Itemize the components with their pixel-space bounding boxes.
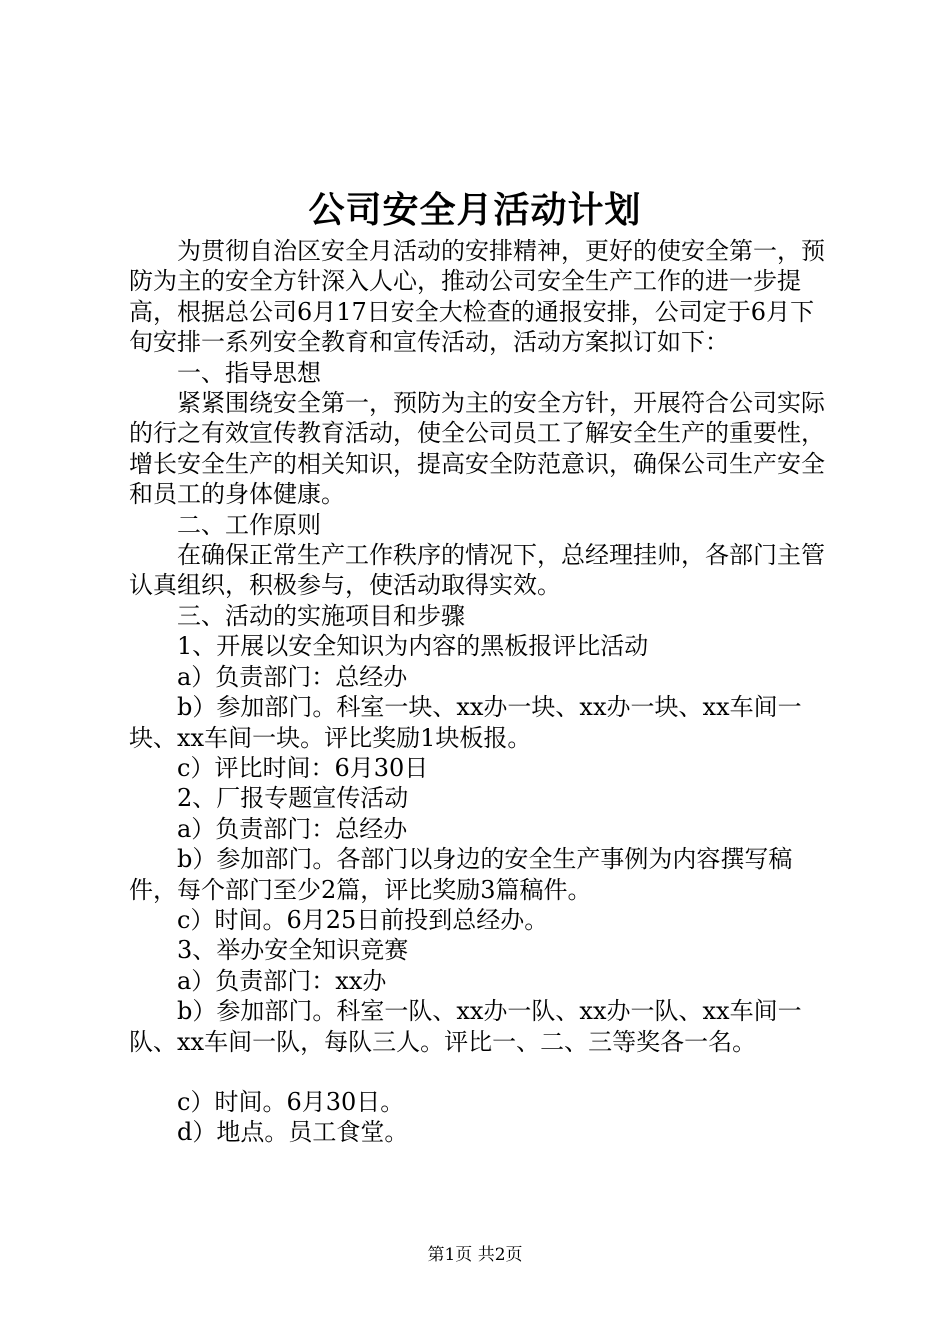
document-title: 公司安全月活动计划 [308, 189, 642, 231]
guiding-ideology-paragraph: 紧紧围绕安全第一，预防为主的安全方针，开展符合公司实际的行之有效宣传教育活动，使全公司员工了解安全生产的重要性，增长安全生产的相关知识，提高安全防范意识，确保公司生产安全和员工的身体健康。 [129, 389, 825, 509]
activity-1-title: 1、开展以安全知识为内容的黑板报评比活动 [177, 632, 649, 661]
activity-1-time: c）评比时间：6月30日 [177, 753, 429, 782]
work-principles-paragraph: 在确保正常生产工作秩序的情况下，总经理挂帅，各部门主管认真组织，积极参与，使活动取得实效。 [129, 541, 825, 600]
page-indicator: 第1页 共2页 [427, 1245, 523, 1265]
section-heading-guiding-ideology: 一、指导思想 [177, 358, 321, 387]
activity-1-participants: b）参加部门。科室一块、xx办一块、xx办一块、xx车间一块、xx车间一块。评比奖励1块板报。 [129, 693, 802, 752]
section-heading-work-principles: 二、工作原则 [177, 510, 321, 539]
document-body [129, 236, 831, 1148]
activity-2-time: c）时间。6月25日前投到总经办。 [177, 905, 549, 934]
section-heading-activity-items: 三、活动的实施项目和步骤 [177, 601, 465, 630]
activity-3-location: d）地点。员工食堂。 [177, 1118, 409, 1147]
activity-3-participants: b）参加部门。科室一队、xx办一队、xx办一队、xx车间一队、xx车间一队，每队三人。评比一、二、三等奖各一名。 [129, 997, 802, 1056]
activity-3-responsible: a）负责部门：xx办 [177, 966, 387, 995]
activity-3-title: 3、举办安全知识竞赛 [177, 936, 409, 965]
activity-2-participants: b）参加部门。各部门以身边的安全生产事例为内容撰写稿件，每个部门至少2篇，评比奖励3篇稿件。 [129, 845, 793, 904]
activity-3-time: c）时间。6月30日。 [177, 1087, 405, 1116]
intro-paragraph: 为贯彻自治区安全月活动的安排精神，更好的使安全第一，预防为主的安全方针深入人心，推动公司安全生产工作的进一步提高，根据总公司6月17日安全大检查的通报安排，公司定于6月下旬安排一系列安全教育和宣传活动，活动方案拟订如下： [129, 237, 825, 357]
activity-2-title: 2、厂报专题宣传活动 [177, 784, 409, 813]
activity-2-responsible: a）负责部门：总经办 [177, 814, 408, 843]
activity-1-responsible: a）负责部门：总经办 [177, 662, 408, 691]
